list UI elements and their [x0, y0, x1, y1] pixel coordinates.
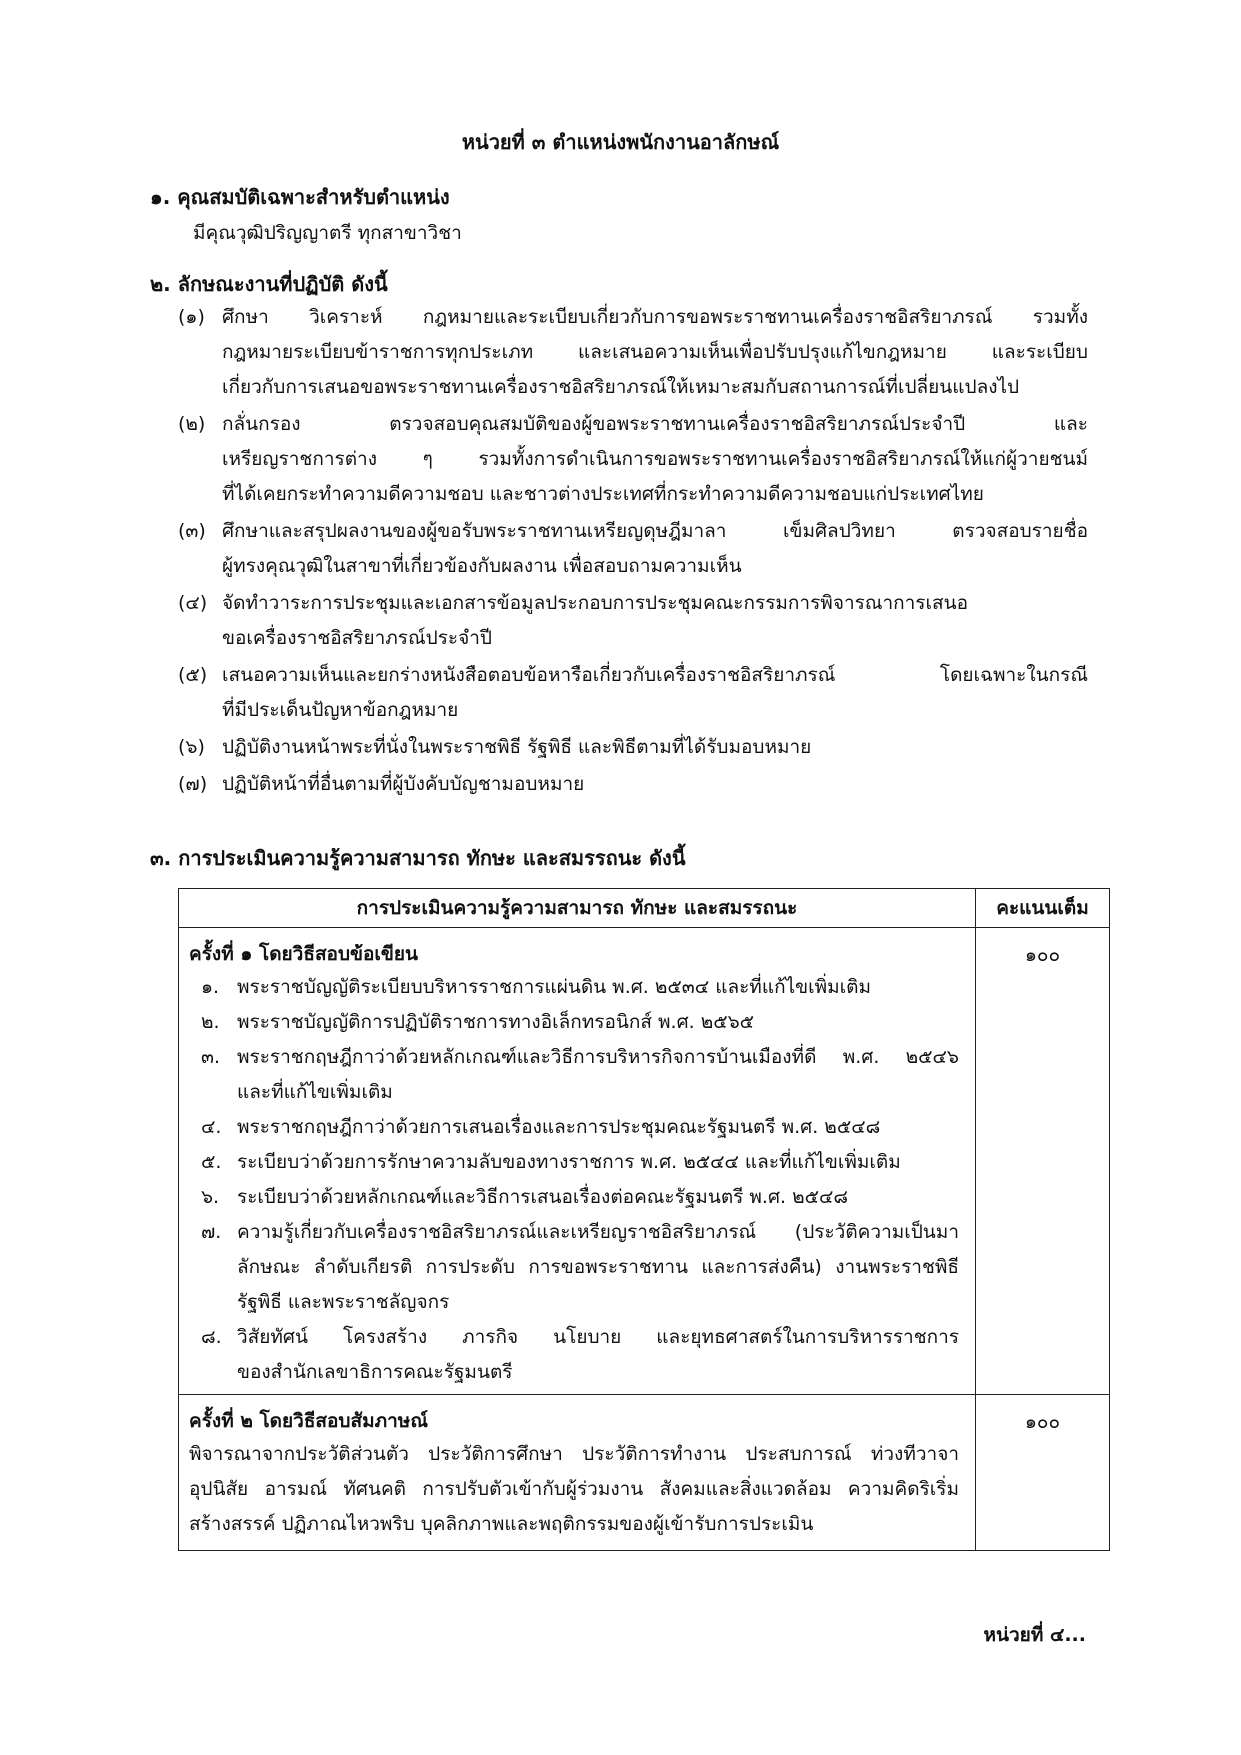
topic-number: ๕.	[201, 1151, 222, 1173]
text-line: ปฏิบัติงานหน้าพระที่นั่งในพระราชพิธี รัฐพิธี และพิธีตามที่ได้รับมอบหมาย	[222, 736, 812, 758]
round-1-score: ๑๐๐	[976, 928, 1110, 1395]
text-line: อุปนิสัย อารมณ์ ทัศนคติ การปรับตัวเข้ากับผู้ร่วมงาน สังคมและสิ่งแวดล้อม ความคิดริเริ่ม	[189, 1478, 959, 1500]
table-row-round-1	[179, 928, 1110, 1395]
text-line: และที่แก้ไขเพิ่มเติม	[237, 1081, 393, 1103]
exam-topic	[179, 970, 975, 1005]
text-line: ที่มีประเด็นปัญหาข้อกฎหมาย	[222, 699, 459, 721]
topic-number: ๒.	[201, 1011, 220, 1033]
text-line: รัฐพิธี และพระราชลัญจกร	[237, 1291, 450, 1313]
header-full-score: คะแนนเต็ม	[976, 889, 1110, 928]
duty-item	[178, 300, 1088, 405]
duty-number: (๗)	[178, 773, 208, 795]
text-line: ผู้ทรงคุณวุฒิในสาขาที่เกี่ยวข้องกับผลงาน เพื่อสอบถามความเห็น	[222, 555, 742, 577]
duty-item	[178, 407, 1088, 512]
topic-number: ๑.	[201, 976, 220, 998]
text-line: ปฏิบัติหน้าที่อื่นตามที่ผู้บังคับบัญชามอบหมาย	[222, 773, 585, 795]
round-2-text	[179, 1437, 975, 1550]
text-line: ระเบียบว่าด้วยหลักเกณฑ์และวิธีการเสนอเรื่องต่อคณะรัฐมนตรี พ.ศ. ๒๕๔๘	[237, 1186, 849, 1208]
duty-item	[178, 767, 1088, 802]
text-line: พิจารณาจากประวัติส่วนตัว ประวัติการศึกษา ประวัติการทำงาน ประสบการณ์ ท่วงทีวาจา	[189, 1443, 959, 1465]
next-page-continuation: หน่วยที่ ๔...	[983, 1624, 1086, 1646]
text-line: เสนอความเห็นและยกร่างหนังสือตอบข้อหารือเกี่ยวกับเครื่องราชอิสริยาภรณ์ โดยเฉพาะในกรณี	[222, 664, 1088, 686]
duty-number: (๔)	[178, 592, 208, 614]
text-line: พระราชบัญญัติการปฏิบัติราชการทางอิเล็กทรอนิกส์ พ.ศ. ๒๕๖๕	[237, 1011, 755, 1033]
text-line: ลักษณะ ลำดับเกียรติ การประดับ การขอพระราชทาน และการส่งคืน) งานพระราชพิธี	[237, 1256, 959, 1278]
text-line: เหรียญราชการต่าง ๆ รวมทั้งการดำเนินการขอพระราชทานเครื่องราชอิสริยาภรณ์ให้แก่ผู้วายชนม์	[222, 448, 1088, 470]
text-line: ศึกษาและสรุปผลงานของผู้ขอรับพระราชทานเหรียญดุษฎีมาลา เข็มศิลปวิทยา ตรวจสอบรายชื่อ	[222, 520, 1088, 542]
text-line: ขอเครื่องราชอิสริยาภรณ์ประจำปี	[222, 627, 492, 649]
duty-number: (๒)	[178, 413, 206, 435]
text-line: พระราชกฤษฎีกาว่าด้วยหลักเกณฑ์และวิธีการบริหารกิจการบ้านเมืองที่ดี พ.ศ. ๒๕๔๖	[237, 1046, 959, 1068]
duty-number: (๕)	[178, 664, 208, 686]
header-assessment: การประเมินความรู้ความสามารถ ทักษะ และสมรรถนะ	[179, 889, 976, 928]
round-2-title: ครั้งที่ ๒ โดยวิธีสอบสัมภาษณ์	[189, 1410, 428, 1432]
duty-text	[222, 407, 1088, 512]
section-3-heading: ๓. การประเมินความรู้ความสามารถ ทักษะ และสมรรถนะ ดังนี้	[150, 846, 686, 870]
text-line: ที่ได้เคยกระทำความดีความชอบ และชาวต่างประเทศที่กระทำความดีความชอบแก่ประเทศไทย	[222, 483, 984, 505]
table-row-round-2	[179, 1395, 1110, 1551]
topic-number: ๘.	[201, 1326, 222, 1348]
duty-text	[222, 730, 1088, 765]
exam-topic	[179, 1040, 975, 1110]
topic-number: ๔.	[201, 1116, 222, 1138]
section-1-text: มีคุณวุฒิปริญญาตรี ทุกสาขาวิชา	[193, 222, 462, 244]
round-2-score: ๑๐๐	[976, 1395, 1110, 1551]
exam-topic	[179, 1110, 975, 1145]
section-1-heading: ๑. คุณสมบัติเฉพาะสำหรับตำแหน่ง	[150, 185, 450, 209]
exam-topic	[179, 1005, 975, 1040]
exam-topic	[179, 1215, 975, 1320]
text-line: กฎหมายระเบียบข้าราชการทุกประเภท และเสนอความเห็นเพื่อปรับปรุงแก้ไขกฎหมาย และระเบียบ	[222, 341, 1088, 363]
text-line: พระราชกฤษฎีกาว่าด้วยการเสนอเรื่องและการประชุมคณะรัฐมนตรี พ.ศ. ๒๕๔๘	[237, 1116, 881, 1138]
text-line: สร้างสรรค์ ปฏิภาณไหวพริบ บุคลิกภาพและพฤติกรรมของผู้เข้ารับการประเมิน	[189, 1513, 814, 1535]
duty-item	[178, 586, 1088, 656]
text-line: วิสัยทัศน์ โครงสร้าง ภารกิจ นโยบาย และยุทธศาสตร์ในการบริหารราชการ	[237, 1326, 959, 1348]
text-line: กลั่นกรอง ตรวจสอบคุณสมบัติของผู้ขอพระราชทานเครื่องราชอิสริยาภรณ์ประจำปี และ	[222, 413, 1088, 435]
duty-number: (๖)	[178, 736, 205, 758]
duty-text	[222, 658, 1088, 728]
duty-number: (๓)	[178, 520, 206, 542]
duty-text	[222, 767, 1088, 802]
text-line: ของสำนักเลขาธิการคณะรัฐมนตรี	[237, 1361, 513, 1383]
duty-item	[178, 658, 1088, 728]
topic-number: ๗.	[201, 1221, 222, 1243]
page-title: หน่วยที่ ๓ ตำแหน่งพนักงานอาลักษณ์	[461, 130, 780, 154]
duty-item	[178, 730, 1088, 765]
text-line: พระราชบัญญัติระเบียบบริหารราชการแผ่นดิน พ.ศ. ๒๕๓๔ และที่แก้ไขเพิ่มเติม	[237, 976, 872, 998]
text-line: จัดทำวาระการประชุมและเอกสารข้อมูลประกอบการประชุมคณะกรรมการพิจารณาการเสนอ	[222, 592, 968, 614]
duty-item	[178, 514, 1088, 584]
duty-number: (๑)	[178, 306, 205, 328]
exam-topic	[179, 1180, 975, 1215]
section-2-heading: ๒. ลักษณะงานที่ปฏิบัติ ดังนี้	[150, 272, 388, 296]
text-line: เกี่ยวกับการเสนอขอพระราชทานเครื่องราชอิสริยาภรณ์ให้เหมาะสมกับสถานการณ์ที่เปลี่ยนแปลงไป	[222, 376, 1020, 398]
topic-number: ๓.	[201, 1046, 221, 1068]
text-line: ศึกษา วิเคราะห์ กฎหมายและระเบียบเกี่ยวกับการขอพระราชทานเครื่องราชอิสริยาภรณ์ รวมทั้ง	[222, 306, 1088, 328]
exam-topic	[179, 1145, 975, 1180]
duty-text	[222, 586, 1088, 656]
round-1-items	[179, 970, 975, 1390]
exam-topic	[179, 1320, 975, 1390]
round-1-title: ครั้งที่ ๑ โดยวิธีสอบข้อเขียน	[189, 943, 419, 965]
topic-number: ๖.	[201, 1186, 220, 1208]
text-line: ความรู้เกี่ยวกับเครื่องราชอิสริยาภรณ์และเหรียญราชอิสริยาภรณ์ (ประวัติความเป็นมา	[237, 1221, 959, 1243]
duty-text	[222, 300, 1088, 405]
assessment-table	[178, 888, 1110, 1551]
duty-text	[222, 514, 1088, 584]
text-line: ระเบียบว่าด้วยการรักษาความลับของทางราชการ พ.ศ. ๒๕๔๔ และที่แก้ไขเพิ่มเติม	[237, 1151, 901, 1173]
